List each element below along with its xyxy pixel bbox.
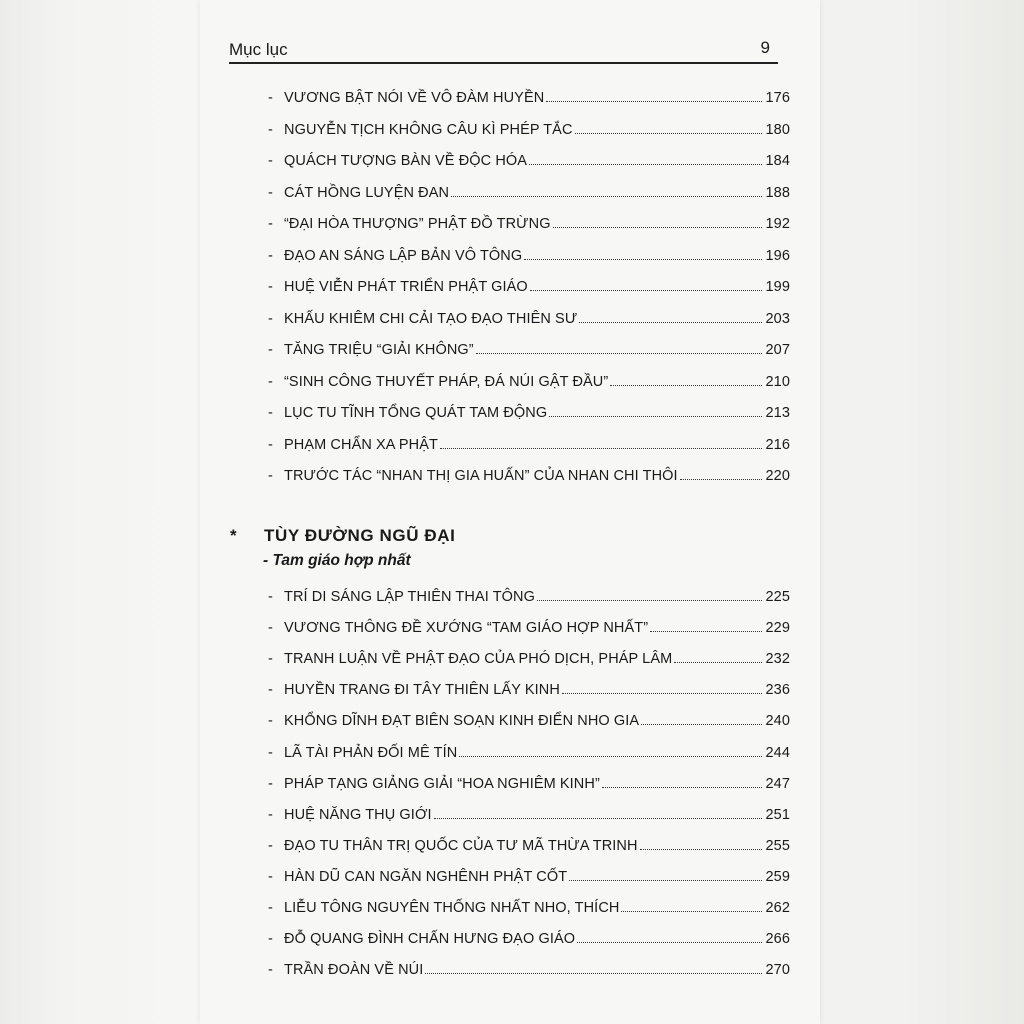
toc-entry: [268, 116, 790, 138]
entry-title: ĐỖ QUANG ĐÌNH CHẤN HƯNG ĐẠO GIÁO: [284, 931, 576, 948]
entry-page-number: 247: [765, 775, 790, 792]
dot-leader: [650, 630, 762, 632]
dot-leader: [459, 755, 762, 757]
entry-page-number: 270: [765, 962, 790, 979]
entry-page-number: 229: [765, 620, 790, 637]
toc-entry: [268, 801, 790, 823]
entry-dash: -: [268, 713, 273, 730]
toc-entry: [268, 894, 790, 916]
entry-page-number: 216: [765, 436, 790, 453]
entry-title: LÃ TÀI PHẢN ĐỐI MÊ TÍN: [284, 744, 458, 761]
entry-title: HÀN DŨ CAN NGĂN NGHÊNH PHẬT CỐT: [284, 868, 568, 885]
entry-title: “ĐẠI HÒA THƯỢNG” PHẬT ĐỒ TRỪNG: [284, 216, 551, 232]
part-title: TÙY ĐƯỜNG NGŨ ĐẠI: [264, 526, 456, 545]
dot-leader: [440, 447, 762, 449]
entry-dash: -: [268, 651, 273, 668]
toc-entry: [268, 273, 790, 295]
entry-page-number: 207: [765, 342, 790, 358]
toc-entry: [268, 399, 790, 421]
dot-leader: [569, 879, 762, 881]
entry-title: TRÍ DI SÁNG LẬP THIÊN THAI TÔNG: [284, 589, 535, 605]
entry-dash: -: [268, 90, 273, 106]
part-heading: [230, 526, 456, 546]
entry-dash: -: [268, 310, 273, 327]
running-header: [229, 38, 778, 64]
toc-entry: [268, 583, 790, 605]
entry-title: PHÁP TẠNG GIẢNG GIẢI “HOA NGHIÊM KINH”: [284, 775, 600, 792]
dot-leader: [549, 415, 762, 417]
toc-entry: [268, 462, 790, 484]
entry-page-number: 176: [765, 90, 790, 106]
entry-title: HUYỀN TRANG ĐI TÂY THIÊN LẤY KINH: [284, 682, 560, 699]
toc-entry: [268, 707, 790, 729]
entry-dash: -: [268, 775, 273, 792]
entry-title: ĐẠO AN SÁNG LẬP BẢN VÔ TÔNG: [284, 247, 523, 264]
entry-dash: -: [268, 373, 273, 390]
dot-leader: [674, 661, 762, 663]
entry-title: HUỆ NĂNG THỤ GIỚI: [284, 806, 432, 823]
entry-dash: -: [268, 153, 273, 169]
entry-page-number: 188: [765, 184, 790, 201]
header-page-number: 9: [760, 38, 770, 57]
entry-dash: -: [268, 247, 273, 264]
dot-leader: [577, 941, 762, 943]
entry-dash: -: [268, 468, 273, 484]
entry-page-number: 192: [765, 216, 790, 232]
dot-leader: [476, 352, 762, 354]
dot-leader: [680, 478, 762, 480]
entry-title: CÁT HỒNG LUYỆN ĐAN: [284, 184, 450, 201]
dot-leader: [553, 226, 762, 228]
entry-page-number: 220: [765, 468, 790, 484]
entry-dash: -: [268, 342, 273, 358]
entry-title: HUỆ VIỄN PHÁT TRIỂN PHẬT GIÁO: [284, 279, 528, 295]
entry-page-number: 196: [765, 247, 790, 264]
entry-dash: -: [268, 682, 273, 699]
toc-entry: [268, 336, 790, 358]
entry-page-number: 236: [765, 682, 790, 699]
toc-entry: [268, 84, 790, 106]
toc-entry: [268, 242, 790, 264]
dot-leader: [434, 817, 762, 819]
entry-dash: -: [268, 806, 273, 823]
entry-dash: -: [268, 589, 273, 605]
toc-entry: [268, 305, 790, 327]
toc-entry: [268, 863, 790, 885]
dot-leader: [610, 384, 762, 386]
entry-title: VƯƠNG BẬT NÓI VỀ VÔ ĐÀM HUYỀN: [284, 90, 545, 106]
dot-leader: [546, 100, 762, 102]
entry-dash: -: [268, 405, 273, 421]
toc-entry: [268, 147, 790, 169]
entry-page-number: 255: [765, 837, 790, 854]
entry-title: TĂNG TRIỆU “GIẢI KHÔNG”: [284, 342, 474, 358]
entry-page-number: 203: [765, 310, 790, 327]
entry-dash: -: [268, 837, 273, 854]
entry-dash: -: [268, 868, 273, 885]
dot-leader: [537, 599, 762, 601]
entry-title: TRƯỚC TÁC “NHAN THỊ GIA HUẤN” CỦA NHAN CHI THÔI: [284, 468, 678, 484]
entry-title: LIỄU TÔNG NGUYÊN THỐNG NHẤT NHO, THÍCH: [284, 900, 620, 916]
dot-leader: [562, 692, 762, 694]
toc-entry: [268, 614, 790, 636]
toc-entry: [268, 431, 790, 453]
dot-leader: [602, 786, 762, 788]
entry-dash: -: [268, 216, 273, 232]
dot-leader: [575, 132, 762, 134]
toc-entry: [268, 832, 790, 854]
dot-leader: [451, 195, 762, 197]
entry-title: QUÁCH TƯỢNG BÀN VỀ ĐỘC HÓA: [284, 153, 528, 169]
toc-entry: [268, 210, 790, 232]
toc-entry: [268, 645, 790, 667]
toc-entry: [268, 739, 790, 761]
dot-leader: [425, 972, 762, 974]
dot-leader: [621, 910, 762, 912]
entry-dash: -: [268, 900, 273, 916]
entry-dash: -: [268, 279, 273, 295]
entry-page-number: 266: [765, 931, 790, 948]
entry-dash: -: [268, 744, 273, 761]
entry-dash: -: [268, 962, 273, 979]
toc-entry: [268, 676, 790, 698]
entry-page-number: 262: [765, 900, 790, 916]
entry-page-number: 259: [765, 868, 790, 885]
entry-page-number: 244: [765, 744, 790, 761]
toc-entry: [268, 956, 790, 978]
entry-title: KHỔNG DĨNH ĐẠT BIÊN SOẠN KINH ĐIỂN NHO GIA: [284, 713, 640, 730]
entry-dash: -: [268, 184, 273, 201]
header-section-title: Mục lục: [229, 40, 288, 59]
entry-page-number: 180: [765, 121, 790, 138]
entry-dash: -: [268, 620, 273, 637]
dot-leader: [640, 848, 762, 850]
entry-title: LỤC TU TĨNH TỔNG QUÁT TAM ĐỘNG: [284, 405, 548, 421]
entry-title: TRẦN ĐOÀN VỀ NÚI: [284, 962, 424, 979]
entry-page-number: 232: [765, 651, 790, 668]
toc-entry: [268, 179, 790, 201]
entry-title: “SINH CÔNG THUYẾT PHÁP, ĐÁ NÚI GẬT ĐẦU”: [284, 373, 609, 390]
entry-page-number: 240: [765, 713, 790, 730]
entry-title: TRANH LUẬN VỀ PHẬT ĐẠO CỦA PHÓ DỊCH, PHÁP LÂM: [284, 651, 673, 668]
entry-title: KHẤU KHIÊM CHI CẢI TẠO ĐẠO THIÊN SƯ: [284, 310, 578, 327]
entry-title: VƯƠNG THÔNG ĐỀ XƯỚNG “TAM GIÁO HỢP NHẤT”: [284, 620, 649, 637]
entry-title: ĐẠO TU THÂN TRỊ QUỐC CỦA TƯ MÃ THỪA TRINH: [284, 837, 638, 854]
toc-entry: [268, 770, 790, 792]
entry-dash: -: [268, 931, 273, 948]
entry-page-number: 213: [765, 405, 790, 421]
entry-page-number: 184: [765, 153, 790, 169]
dot-leader: [529, 163, 762, 165]
entry-title: NGUYỄN TỊCH KHÔNG CÂU KÌ PHÉP TẮC: [284, 121, 573, 138]
entry-page-number: 251: [765, 806, 790, 823]
dot-leader: [641, 723, 762, 725]
toc-entry: [268, 368, 790, 390]
part-subtitle: - Tam giáo hợp nhất: [263, 552, 411, 569]
entry-title: PHẠM CHẨN XA PHẬT: [284, 436, 438, 453]
entry-dash: -: [268, 436, 273, 453]
entry-dash: -: [268, 121, 273, 138]
entry-page-number: 225: [765, 589, 790, 605]
dot-leader: [530, 289, 762, 291]
entry-page-number: 210: [765, 373, 790, 390]
toc-entry: [268, 925, 790, 947]
dot-leader: [579, 321, 762, 323]
entry-page-number: 199: [765, 279, 790, 295]
dot-leader: [524, 258, 762, 260]
part-marker: *: [230, 526, 238, 545]
